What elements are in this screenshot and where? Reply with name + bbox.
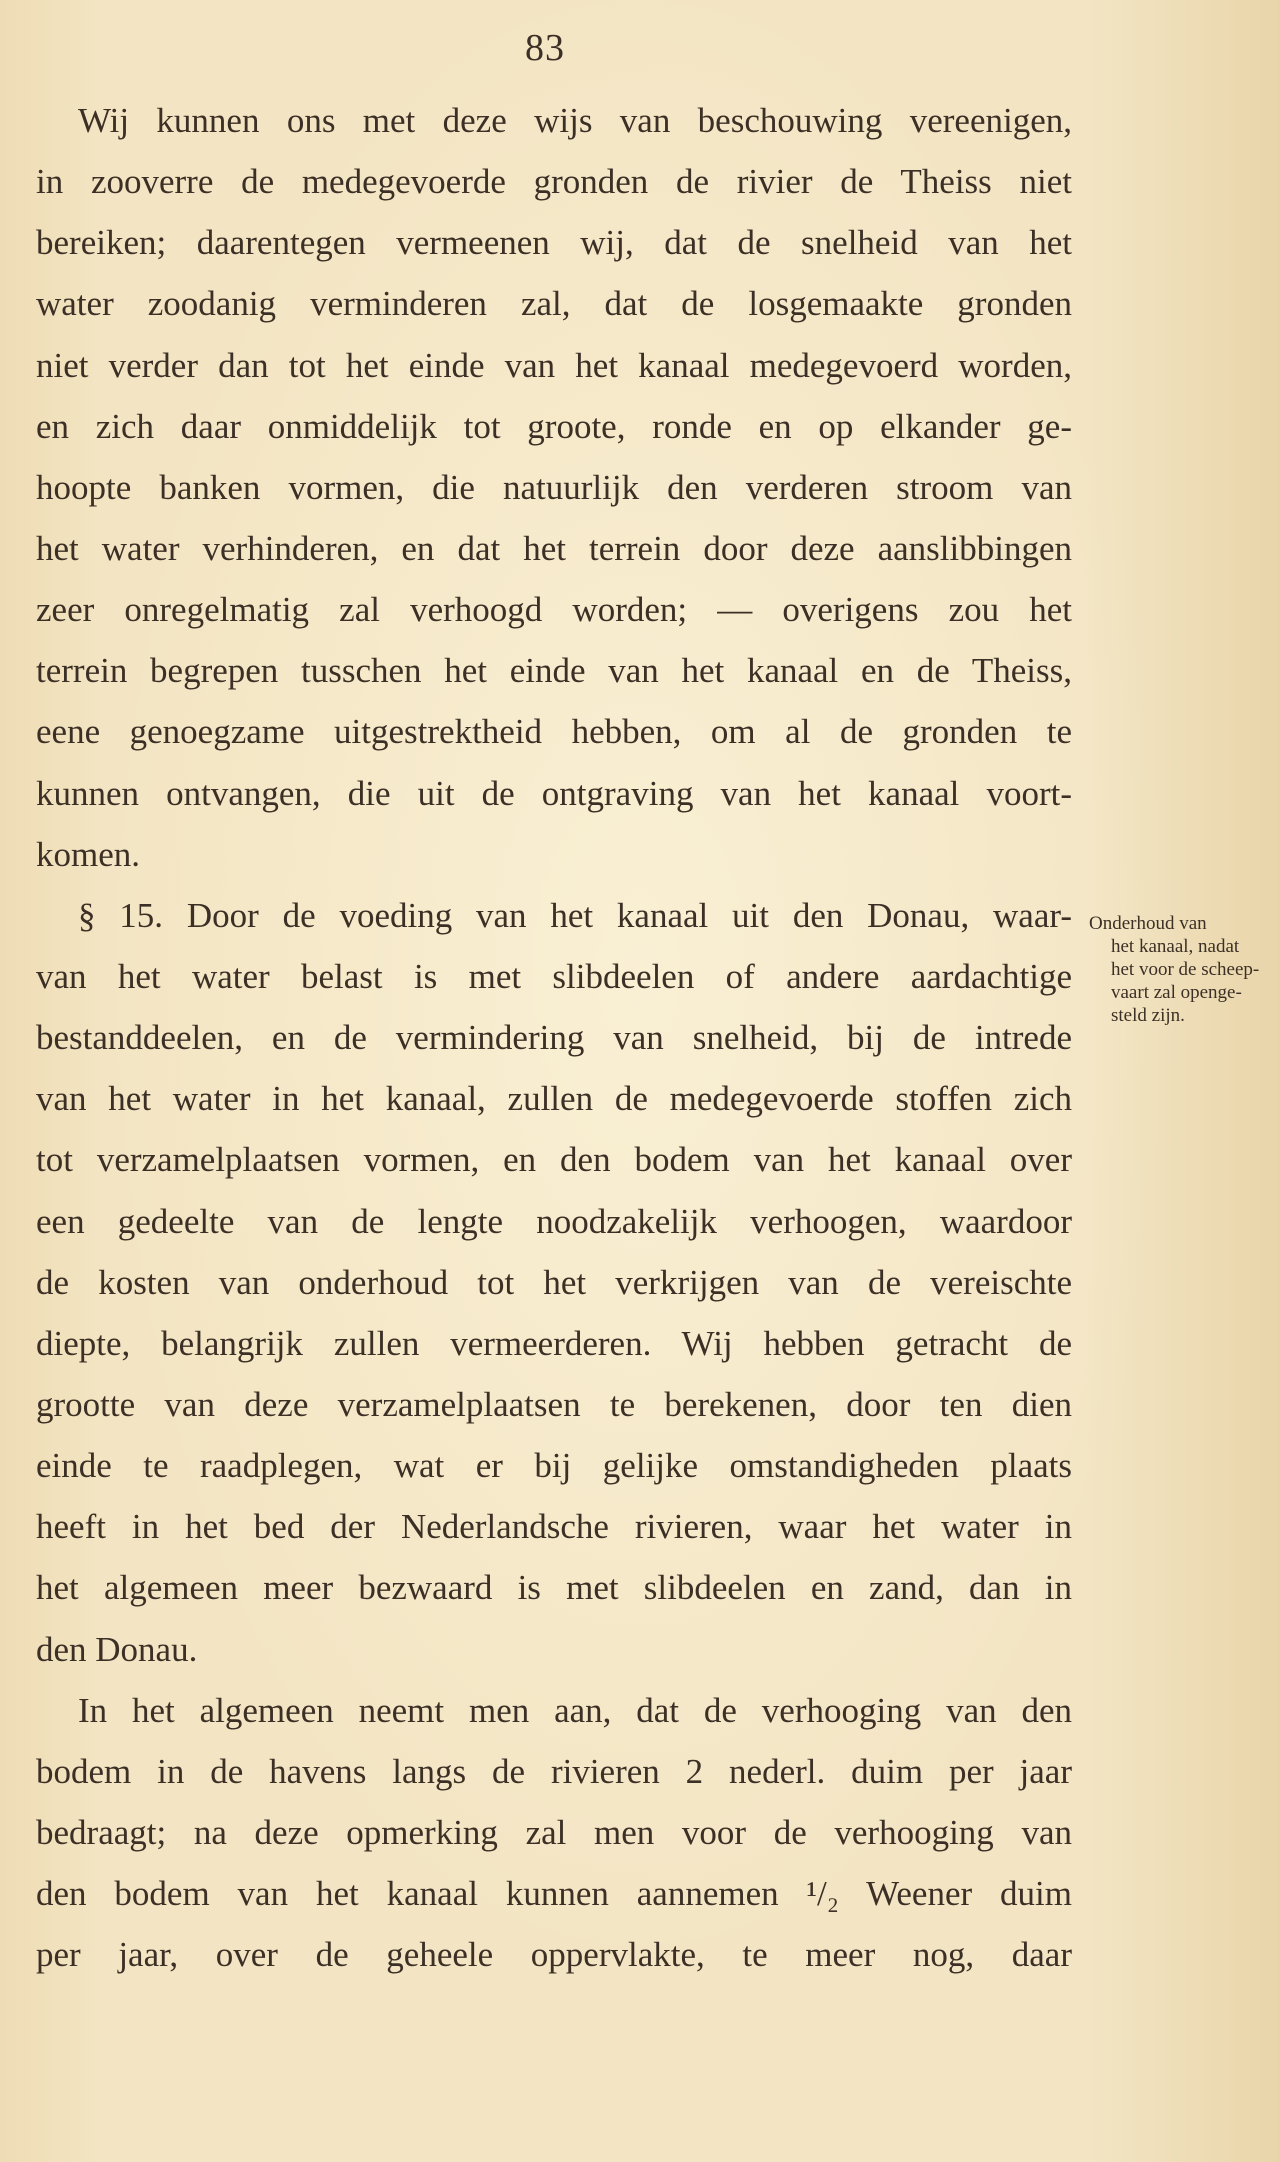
text-line: en zich daar onmiddelijk tot groote, ronde en op elkander ge- [36, 406, 1072, 446]
margin-note [1089, 912, 1279, 1027]
text-line: kunnen ontvangen, die uit de ontgraving van het kanaal voort- [36, 773, 1072, 813]
margin-note-line: vaart zal openge- [1111, 982, 1242, 1003]
margin-note-line: het voor de scheep- [1111, 959, 1260, 980]
text-line: den Donau. [36, 1629, 198, 1669]
page-number: 83 [525, 27, 565, 69]
text-line: bestanddeelen, en de vermindering van snelheid, bij de intrede [36, 1018, 1072, 1058]
text-line: komen. [36, 834, 141, 874]
text-line: § 15. Door de voeding van het kanaal uit den Donau, waar- [78, 895, 1072, 935]
text-line: van het water belast is met slibdeelen of andere aardachtige [36, 956, 1072, 996]
text-line: in zooverre de medegevoerde gronden de rivier de Theiss niet [36, 162, 1072, 202]
text-line: diepte, belangrijk zullen vermeerderen. Wij hebben getracht de [36, 1323, 1072, 1363]
margin-note-line: Onderhoud van [1089, 913, 1207, 934]
text-line: den bodem van het kanaal kunnen aannemen ¹/₂ Weener duim [36, 1874, 1072, 1914]
text-line: eene genoegzame uitgestrektheid hebben, om al de gronden te [36, 712, 1072, 752]
margin-note-line: het kanaal, nadat [1111, 936, 1240, 957]
body-text [36, 90, 1072, 1985]
text-line: terrein begrepen tusschen het einde van het kanaal en de Theiss, [36, 651, 1072, 691]
text-line: water zoodanig verminderen zal, dat de losgemaakte gronden [36, 284, 1072, 324]
text-line: bodem in de havens langs de rivieren 2 nederl. duim per jaar [36, 1751, 1072, 1791]
text-line: bereiken; daarentegen vermeenen wij, dat de snelheid van het [36, 223, 1072, 263]
text-line: het water verhinderen, en dat het terrein door deze aanslibbingen [36, 528, 1072, 568]
text-line: Wij kunnen ons met deze wijs van beschouwing vereenigen, [78, 101, 1072, 140]
margin-note-line: steld zijn. [1111, 1005, 1185, 1026]
text-line: In het algemeen neemt men aan, dat de verhooging van den [78, 1690, 1072, 1730]
text-line: grootte van deze verzamelplaatsen te berekenen, door ten dien [36, 1384, 1072, 1424]
text-line: zeer onregelmatig zal verhoogd worden; — overigens zou het [36, 590, 1072, 630]
text-line: heeft in het bed der Nederlandsche rivieren, waar het water in [36, 1507, 1072, 1547]
text-line: het algemeen meer bezwaard is met slibdeelen en zand, dan in [36, 1568, 1072, 1608]
text-line: de kosten van onderhoud tot het verkrijgen van de vereischte [36, 1262, 1072, 1302]
text-line: hoopte banken vormen, die natuurlijk den verderen stroom van [36, 467, 1072, 507]
text-line: einde te raadplegen, wat er bij gelijke omstandigheden plaats [36, 1446, 1072, 1486]
text-line: bedraagt; na deze opmerking zal men voor de verhooging van [36, 1812, 1072, 1852]
text-line: per jaar, over de geheele oppervlakte, te meer nog, daar [36, 1935, 1072, 1975]
text-line: van het water in het kanaal, zullen de medegevoerde stoffen zich [36, 1079, 1072, 1119]
text-line: tot verzamelplaatsen vormen, en den bodem van het kanaal over [36, 1140, 1072, 1180]
text-line: niet verder dan tot het einde van het kanaal medegevoerd worden, [36, 345, 1072, 385]
text-line: een gedeelte van de lengte noodzakelijk verhoogen, waardoor [36, 1201, 1072, 1241]
